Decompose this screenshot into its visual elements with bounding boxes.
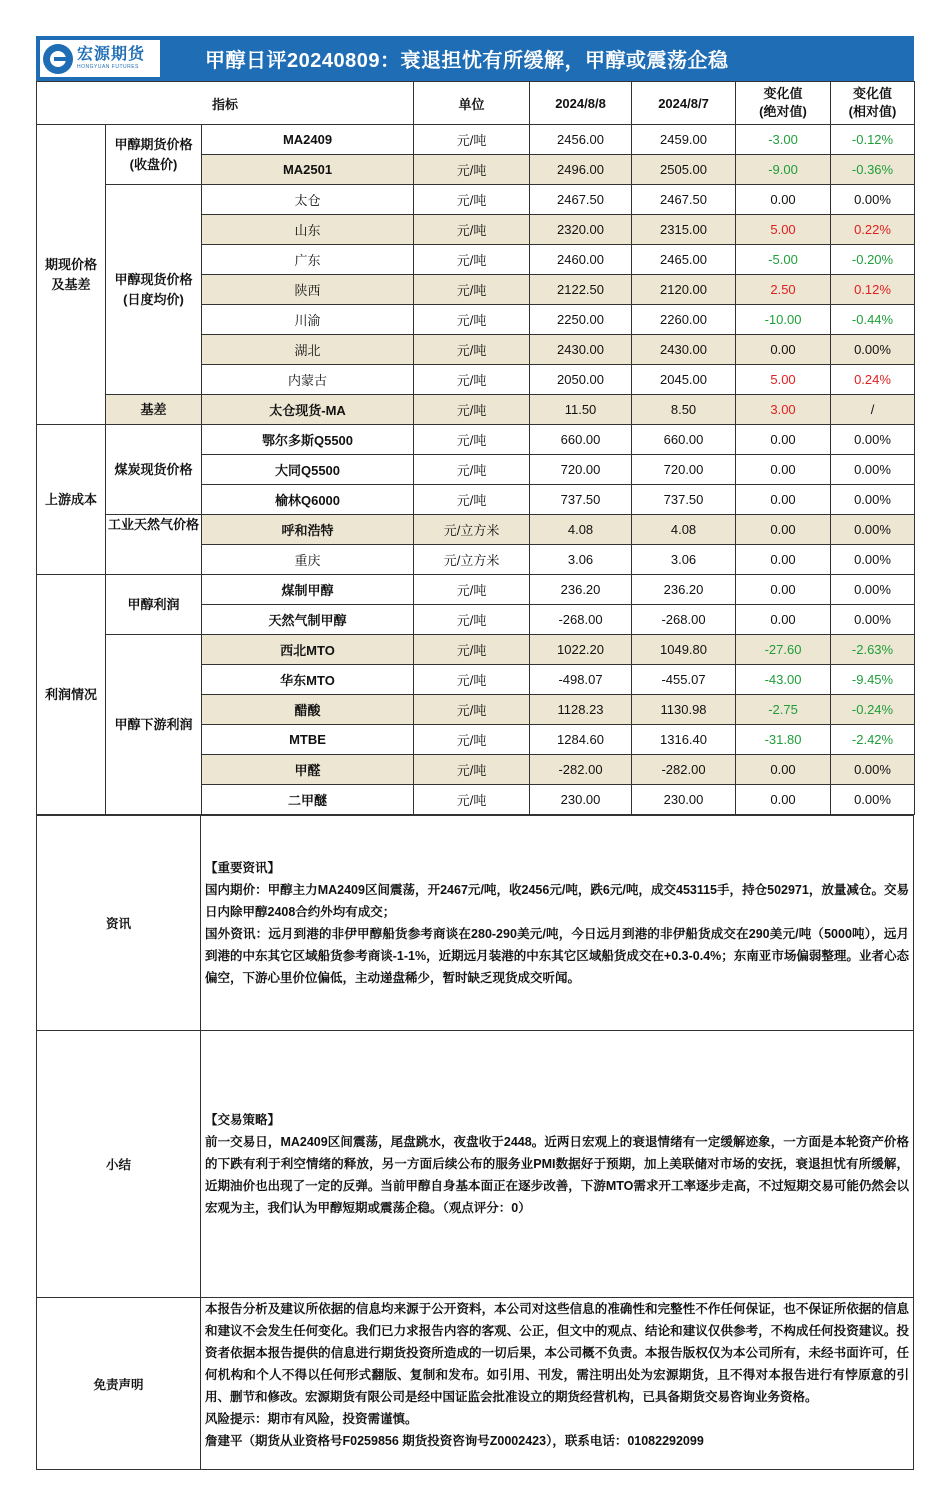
unit-cell: 元/吨: [414, 635, 530, 665]
rel-change: 0.00%: [831, 185, 915, 215]
rel-change: 0.22%: [831, 215, 915, 245]
col-date1: 2024/8/8: [530, 82, 632, 125]
value-date1: 2050.00: [530, 365, 632, 395]
subcategory-cell: 甲醇下游利润: [106, 635, 202, 815]
unit-cell: 元/吨: [414, 365, 530, 395]
unit-cell: 元/吨: [414, 275, 530, 305]
indicator-name: 煤制甲醇: [202, 575, 414, 605]
subcategory-cell: 基差: [106, 395, 202, 425]
abs-change: -31.80: [736, 725, 831, 755]
indicator-name: 广东: [202, 245, 414, 275]
author-info: 詹建平（期货从业资格号F0259856 期货投资咨询号Z0002423），联系电话：01082292099: [205, 1434, 704, 1448]
summary-label: 小结: [37, 1031, 201, 1298]
unit-cell: 元/吨: [414, 155, 530, 185]
table-row: [37, 515, 915, 545]
value-date2: -282.00: [632, 755, 736, 785]
summary-content: [201, 1109, 913, 1219]
abs-change: 0.00: [736, 785, 831, 815]
rel-change: 0.00%: [831, 515, 915, 545]
abs-change: 0.00: [736, 185, 831, 215]
unit-cell: 元/吨: [414, 755, 530, 785]
rel-change: /: [831, 395, 915, 425]
unit-cell: 元/立方米: [414, 515, 530, 545]
value-date1: -282.00: [530, 755, 632, 785]
value-date2: 236.20: [632, 575, 736, 605]
value-date1: 1128.23: [530, 695, 632, 725]
col-abs-change: 变化值 (绝对值): [736, 82, 831, 125]
value-date1: 2430.00: [530, 335, 632, 365]
table-row: [37, 635, 915, 665]
abs-change: 0.00: [736, 515, 831, 545]
rel-change: -2.42%: [831, 725, 915, 755]
value-date1: 230.00: [530, 785, 632, 815]
table-row: [37, 425, 915, 455]
abs-change: 5.00: [736, 215, 831, 245]
abs-change: -5.00: [736, 245, 831, 275]
unit-cell: 元/吨: [414, 425, 530, 455]
unit-cell: 元/吨: [414, 125, 530, 155]
col-date2: 2024/8/7: [632, 82, 736, 125]
category-futures_spot: 期现价格 及基差: [37, 125, 106, 425]
rel-change: -0.36%: [831, 155, 915, 185]
unit-cell: 元/吨: [414, 575, 530, 605]
unit-cell: 元/吨: [414, 695, 530, 725]
value-date2: 8.50: [632, 395, 736, 425]
indicator-name: 内蒙古: [202, 365, 414, 395]
rel-change: 0.24%: [831, 365, 915, 395]
value-date1: 2460.00: [530, 245, 632, 275]
rel-change: 0.00%: [831, 485, 915, 515]
indicator-name: 天然气制甲醇: [202, 605, 414, 635]
value-date1: 2456.00: [530, 125, 632, 155]
company-logo: [40, 40, 160, 77]
unit-cell: 元/立方米: [414, 545, 530, 575]
unit-cell: 元/吨: [414, 665, 530, 695]
logo-mark-icon: [43, 44, 73, 74]
abs-change: 0.00: [736, 425, 831, 455]
summary-heading: 【交易策略】: [205, 1113, 281, 1127]
rel-change: -2.63%: [831, 635, 915, 665]
indicator-name: 甲醛: [202, 755, 414, 785]
value-date1: 1022.20: [530, 635, 632, 665]
abs-change: -43.00: [736, 665, 831, 695]
indicator-name: 湖北: [202, 335, 414, 365]
summary-section: [37, 1031, 914, 1298]
category-profit: 利润情况: [37, 575, 106, 815]
indicator-name: MTBE: [202, 725, 414, 755]
unit-cell: 元/吨: [414, 395, 530, 425]
rel-change: 0.00%: [831, 785, 915, 815]
rel-change: 0.00%: [831, 425, 915, 455]
disclaimer-content: [201, 1298, 913, 1452]
subcategory-cell: 煤炭现货价格: [106, 425, 202, 515]
table-row: [37, 575, 915, 605]
value-date1: -498.07: [530, 665, 632, 695]
value-date1: 3.06: [530, 545, 632, 575]
unit-cell: 元/吨: [414, 215, 530, 245]
col-rel-change: 变化值 (相对值): [831, 82, 915, 125]
subcategory-cell: 工业天然气价格: [106, 515, 202, 575]
indicator-name: MA2501: [202, 155, 414, 185]
table-header-row: [37, 82, 915, 125]
abs-change: -10.00: [736, 305, 831, 335]
abs-change: 3.00: [736, 395, 831, 425]
value-date2: 660.00: [632, 425, 736, 455]
value-date2: 2315.00: [632, 215, 736, 245]
unit-cell: 元/吨: [414, 245, 530, 275]
rel-change: 0.00%: [831, 605, 915, 635]
news-domestic: 国内期价：甲醇主力MA2409区间震荡，开2467元/吨，收2456元/吨，跌6元/吨，成交453115手，持仓502971，放量减仓。交易日内除甲醇2408合约外均有成交；: [205, 883, 909, 919]
news-section: [37, 816, 914, 1031]
unit-cell: 元/吨: [414, 605, 530, 635]
indicator-name: 二甲醚: [202, 785, 414, 815]
value-date1: 11.50: [530, 395, 632, 425]
table-row: [37, 395, 915, 425]
indicator-name: 陕西: [202, 275, 414, 305]
value-date1: 2250.00: [530, 305, 632, 335]
indicator-name: 西北MTO: [202, 635, 414, 665]
col-indicator: 指标: [37, 82, 414, 125]
value-date2: -455.07: [632, 665, 736, 695]
value-date2: 4.08: [632, 515, 736, 545]
abs-change: 0.00: [736, 485, 831, 515]
indicator-name: 榆林Q6000: [202, 485, 414, 515]
abs-change: -27.60: [736, 635, 831, 665]
value-date2: 2467.50: [632, 185, 736, 215]
indicator-name: 重庆: [202, 545, 414, 575]
rel-change: -0.12%: [831, 125, 915, 155]
indicator-name: 醋酸: [202, 695, 414, 725]
abs-change: 2.50: [736, 275, 831, 305]
news-foreign: 国外资讯：远月到港的非伊甲醇船货参考商谈在280-290美元/吨，今日远月到港的非伊船货成交在290美元/吨（5000吨），远月到港的中东其它区域船货参考商谈-1-1%，近期远月装港的中东其它区域船货成交在+0.3-0.4%；东南亚市场偏弱整理。业者心态偏空，下游心里价位偏低，主动递盘稀少，暂时缺乏现货成交听闻。: [205, 927, 909, 985]
unit-cell: 元/吨: [414, 785, 530, 815]
indicator-name: 川渝: [202, 305, 414, 335]
unit-cell: 元/吨: [414, 455, 530, 485]
risk-warning: 风险提示：期市有风险，投资需谨慎。: [205, 1412, 418, 1426]
value-date2: 2459.00: [632, 125, 736, 155]
abs-change: -3.00: [736, 125, 831, 155]
value-date1: 2320.00: [530, 215, 632, 245]
rel-change: 0.12%: [831, 275, 915, 305]
logo-en-text: HONGYUAN FUTURES: [77, 64, 139, 70]
abs-change: 5.00: [736, 365, 831, 395]
value-date1: 4.08: [530, 515, 632, 545]
unit-cell: 元/吨: [414, 725, 530, 755]
abs-change: -9.00: [736, 155, 831, 185]
commentary-table: [36, 815, 914, 1470]
rel-change: 0.00%: [831, 545, 915, 575]
subcategory-cell: 甲醇期货价格 (收盘价): [106, 125, 202, 185]
unit-cell: 元/吨: [414, 335, 530, 365]
rel-change: -0.20%: [831, 245, 915, 275]
summary-text: 前一交易日，MA2409区间震荡，尾盘跳水，夜盘收于2448。近两日宏观上的衰退情绪有一定缓解迹象，一方面是本轮资产价格的下跌有利于利空情绪的释放，另一方面后续公布的服务业PMI数据好于预期，加上美联储对市场的安抚，衰退担忧有所缓解，近期油价也出现了一定的反弹。当前甲醇自身基本面正在逐步改善，下游MTO需求开工率逐步走高，不过短期交易可能仍然会以宏观为主，我们认为甲醇短期或震荡企稳。（观点评分：0）: [205, 1135, 909, 1215]
abs-change: 0.00: [736, 545, 831, 575]
category-upstream: 上游成本: [37, 425, 106, 575]
value-date1: 720.00: [530, 455, 632, 485]
col-unit: 单位: [414, 82, 530, 125]
unit-cell: 元/吨: [414, 305, 530, 335]
abs-change: 0.00: [736, 335, 831, 365]
value-date2: -268.00: [632, 605, 736, 635]
abs-change: 0.00: [736, 755, 831, 785]
value-date2: 1130.98: [632, 695, 736, 725]
value-date1: 2467.50: [530, 185, 632, 215]
abs-change: 0.00: [736, 605, 831, 635]
rel-change: -0.24%: [831, 695, 915, 725]
indicator-name: 太仓现货-MA: [202, 395, 414, 425]
indicator-name: 大同Q5500: [202, 455, 414, 485]
value-date2: 1316.40: [632, 725, 736, 755]
disclaimer-text: 本报告分析及建议所依据的信息均来源于公开资料，本公司对这些信息的准确性和完整性不作任何保证，也不保证所依据的信息和建议不会发生任何变化。我们已力求报告内容的客观、公正，但文中的观点、结论和建议仅供参考，不构成任何投资建议。投资者依据本报告提供的信息进行期货投资所造成的一切后果，本公司概不负责。本报告版权仅为本公司所有，未经书面许可，任何机构和个人不得以任何形式翻版、复制和发布。如引用、刊发，需注明出处为宏源期货，且不得对本报告进行有悖原意的引用、删节和修改。宏源期货有限公司是经中国证监会批准设立的期货经营机构，已具备期货交易咨询业务资格。: [205, 1302, 909, 1404]
rel-change: 0.00%: [831, 575, 915, 605]
abs-change: -2.75: [736, 695, 831, 725]
value-date1: 2122.50: [530, 275, 632, 305]
logo-cn-text: 宏源期货: [77, 46, 146, 63]
unit-cell: 元/吨: [414, 485, 530, 515]
indicator-name: MA2409: [202, 125, 414, 155]
value-date2: 2465.00: [632, 245, 736, 275]
report-title: 甲醇日评20240809：衰退担忧有所缓解，甲醇或震荡企稳: [205, 50, 729, 72]
value-date2: 2505.00: [632, 155, 736, 185]
report-header: [36, 36, 914, 81]
value-date2: 720.00: [632, 455, 736, 485]
value-date2: 2260.00: [632, 305, 736, 335]
rel-change: 0.00%: [831, 335, 915, 365]
disclaimer-section: [37, 1298, 914, 1470]
indicator-name: 呼和浩特: [202, 515, 414, 545]
table-row: [37, 125, 915, 155]
value-date1: -268.00: [530, 605, 632, 635]
value-date2: 2045.00: [632, 365, 736, 395]
news-label: 资讯: [37, 816, 201, 1031]
value-date2: 3.06: [632, 545, 736, 575]
rel-change: -9.45%: [831, 665, 915, 695]
report-frame: [36, 36, 914, 1470]
value-date1: 236.20: [530, 575, 632, 605]
abs-change: 0.00: [736, 455, 831, 485]
table-row: [37, 185, 915, 215]
subcategory-cell: 甲醇利润: [106, 575, 202, 635]
rel-change: -0.44%: [831, 305, 915, 335]
value-date1: 737.50: [530, 485, 632, 515]
disclaimer-label: 免责声明: [37, 1298, 201, 1470]
value-date2: 737.50: [632, 485, 736, 515]
indicator-name: 太仓: [202, 185, 414, 215]
value-date2: 1049.80: [632, 635, 736, 665]
value-date2: 230.00: [632, 785, 736, 815]
indicator-table: [36, 81, 915, 815]
value-date2: 2430.00: [632, 335, 736, 365]
value-date2: 2120.00: [632, 275, 736, 305]
value-date1: 2496.00: [530, 155, 632, 185]
value-date1: 660.00: [530, 425, 632, 455]
indicator-name: 华东MTO: [202, 665, 414, 695]
news-heading: 【重要资讯】: [205, 861, 281, 875]
indicator-name: 山东: [202, 215, 414, 245]
rel-change: 0.00%: [831, 755, 915, 785]
subcategory-cell: 甲醇现货价格 (日度均价): [106, 185, 202, 395]
unit-cell: 元/吨: [414, 185, 530, 215]
value-date1: 1284.60: [530, 725, 632, 755]
abs-change: 0.00: [736, 575, 831, 605]
indicator-name: 鄂尔多斯Q5500: [202, 425, 414, 455]
rel-change: 0.00%: [831, 455, 915, 485]
news-content: [201, 857, 913, 989]
